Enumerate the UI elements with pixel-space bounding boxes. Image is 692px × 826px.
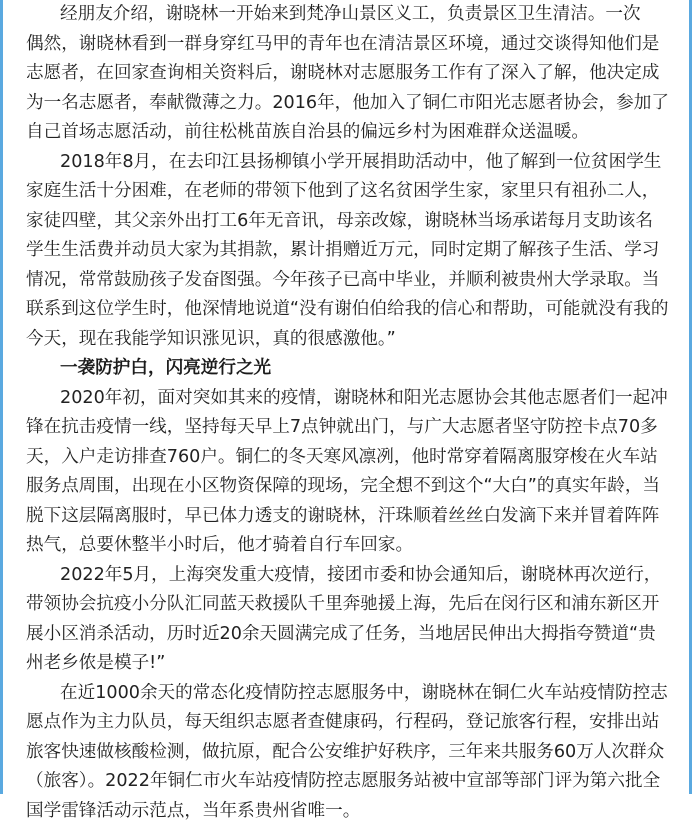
paragraph-line: 展小区消杀活动，历时近20余天圆满完成了任务，当地居民伸出大拇指夸赞道“贵 <box>26 620 676 650</box>
paragraph-line: 在近1000余天的常态化疫情防控志愿服务中，谢晓林在铜仁火车站疫情防控志 <box>26 679 676 709</box>
paragraph-line: 家庭生活十分困难，在老师的带领下他到了这名贫困学生家，家里只有祖孙二人， <box>26 177 676 207</box>
paragraph-line: 2022年5月，上海突发重大疫情，接团市委和协会通知后，谢晓林再次逆行， <box>26 561 676 591</box>
paragraph-line: 服务点周围，出现在小区物资保障的现场，完全想不到这个“大白”的真实年龄，当 <box>26 472 676 502</box>
paragraph-line: 经朋友介绍，谢晓林一开始来到梵净山景区义工，负责景区卫生清洁。一次 <box>26 0 676 30</box>
paragraph-line: 带领协会抗疫小分队汇同蓝天救援队千里奔驰援上海，先后在闵行区和浦东新区开 <box>26 590 676 620</box>
paragraph-line: 志愿者，在回家查询相关资料后，谢晓林对志愿服务工作有了深入了解，他决定成 <box>26 59 676 89</box>
paragraph-line: 家徒四壁，其父亲外出打工6年无音讯，母亲改嫁，谢晓林当场承诺每月支助该名 <box>26 207 676 237</box>
paragraph-line: 愿点作为主力队员，每天组织志愿者查健康码，行程码，登记旅客行程，安排出站 <box>26 708 676 738</box>
paragraph-line: 脱下这层隔离服时，早已体力透支的谢晓林，汗珠顺着丝丝白发滴下来并冒着阵阵 <box>26 502 676 532</box>
paragraph-line: 旅客快速做核酸检测，做抗原，配合公安维护好秩序，三年来共服务60万人次群众 <box>26 738 676 768</box>
paragraph-line: 情况，常常鼓励孩子发奋图强。今年孩子已高中毕业，并顺利被贵州大学录取。当 <box>26 266 676 296</box>
paragraph-line: 国学雷锋活动示范点，当年系贵州省唯一。 <box>26 797 676 826</box>
paragraph-line: 学生生活费并动员大家为其捐款，累计捐赠近万元，同时定期了解孩子生活、学习 <box>26 236 676 266</box>
paragraph-line: 今天，现在我能学知识涨见识，真的很感激他。” <box>26 325 676 355</box>
paragraph-line: 2020年初，面对突如其来的疫情，谢晓林和阳光志愿协会其他志愿者们一起冲 <box>26 384 676 414</box>
paragraph-line: 州老乡侬是模子!” <box>26 649 676 679</box>
paragraph-line: 天，入户走访排查760户。铜仁的冬天寒风凛冽，他时常穿着隔离服穿梭在火车站 <box>26 443 676 473</box>
paragraph-line: 自己首场志愿活动，前往松桃苗族自治县的偏远乡村为困难群众送温暖。 <box>26 118 676 148</box>
paragraph-line: 2018年8月，在去印江县扬柳镇小学开展捐助活动中，他了解到一位贫困学生 <box>26 148 676 178</box>
paragraph-line: （旅客）。2022年铜仁市火车站疫情防控志愿服务站被中宣部等部门评为第六批全 <box>26 767 676 797</box>
paragraph-line: 偶然，谢晓林看到一群身穿红马甲的青年也在清洁景区环境，通过交谈得知他们是 <box>26 30 676 60</box>
paragraph-line: 为一名志愿者，奉献微薄之力。2016年，他加入了铜仁市阳光志愿者协会，参加了 <box>26 89 676 119</box>
paragraph-line: 锋在抗击疫情一线，坚持每天早上7点钟就出门，与广大志愿者坚守防控卡点70多 <box>26 413 676 443</box>
paragraph-line: 联系到这位学生时，他深情地说道“没有谢伯伯给我的信心和帮助，可能就没有我的 <box>26 295 676 325</box>
section-heading: 一袭防护白，闪亮逆行之光 <box>26 354 676 384</box>
paragraph-line: 热气，总要休整半小时后，他才骑着自行车回家。 <box>26 531 676 561</box>
article-body <box>26 0 676 826</box>
